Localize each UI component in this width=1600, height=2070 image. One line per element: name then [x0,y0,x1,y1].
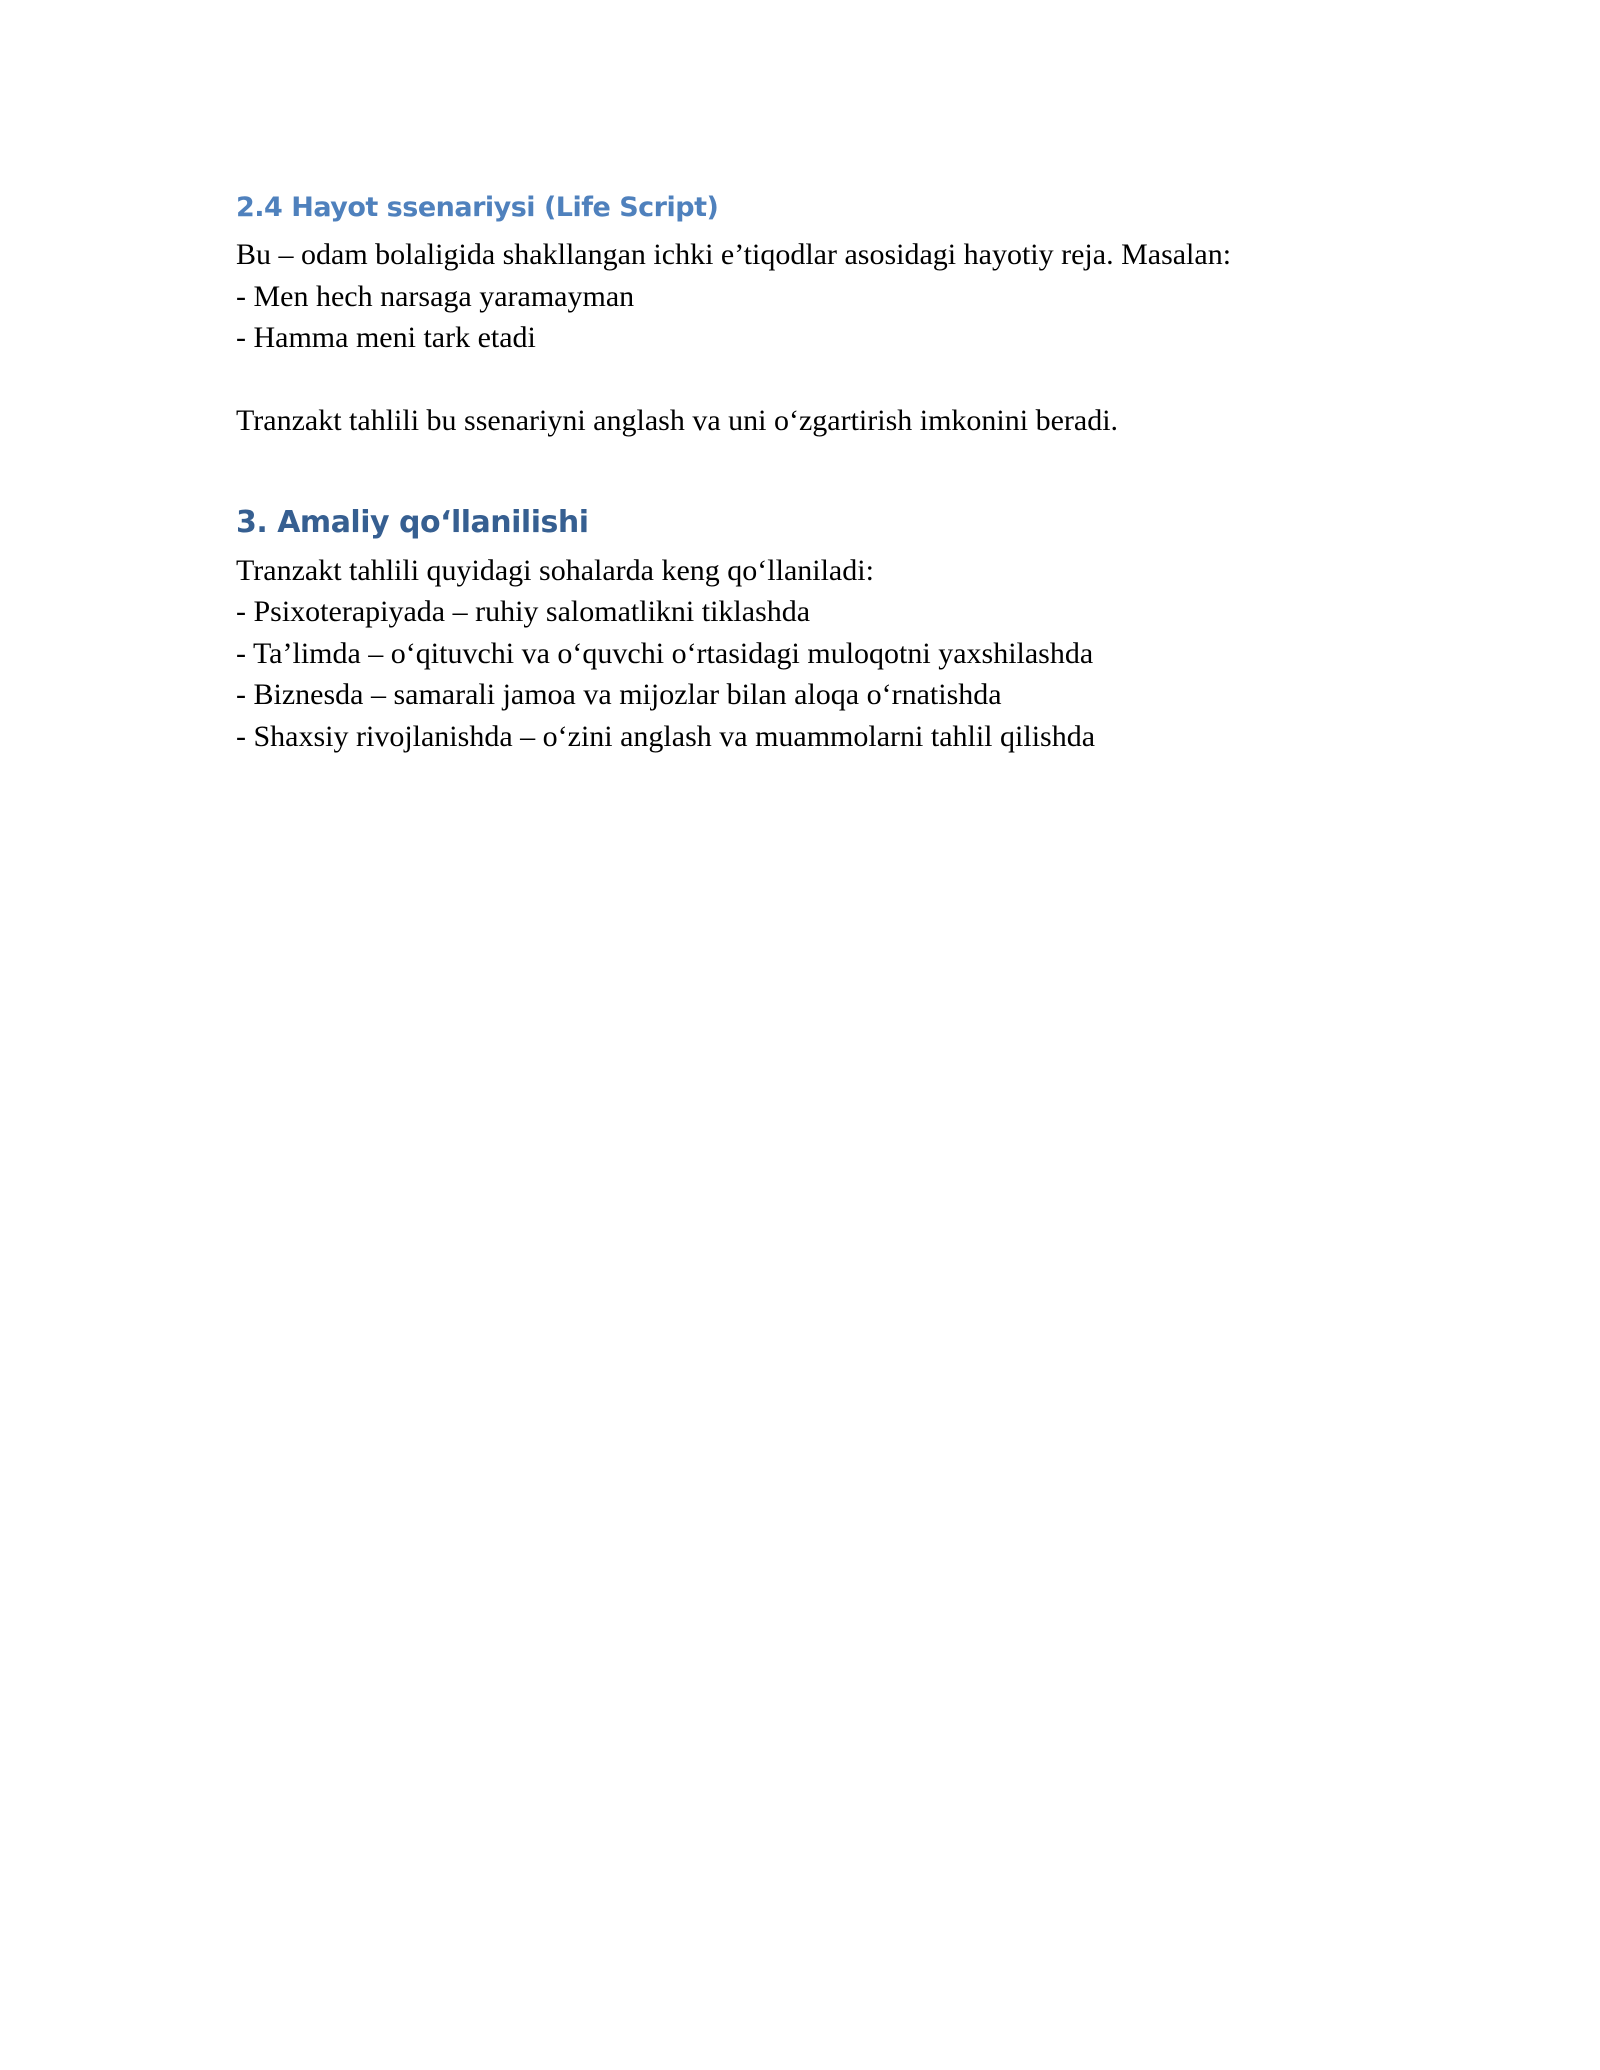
section-2-4-item: - Hamma meni tark etadi [236,321,536,354]
section-3-item: - Ta’limda – o‘qituvchi va o‘quvchi o‘rtasidagi muloqotni yaxshilashda [236,636,1094,670]
section-2-4-conclusion: Tranzakt tahlili bu ssenariyni anglash va uni o‘zgartirish imkonini beradi. [236,404,1119,437]
section-3-heading: 3. Amaliy qo‘llanilishi [236,504,589,540]
section-2-4-item: - Men hech narsaga yaramayman [236,279,635,313]
section-3-item: - Shaxsiy rivojlanishda – o‘zini anglash va muammolarni tahlil qilishda [236,719,1096,753]
blank-line [236,359,1366,401]
section-3-item: - Psixoterapiyada – ruhiy salomatlikni tiklashda [236,595,811,628]
section-3-item: - Biznesda – samarali jamoa va mijozlar bilan aloqa o‘rnatishda [236,678,1002,711]
section-2-4-heading: 2.4 Hayot ssenariysi (Life Script) [236,192,719,223]
section-3-intro: Tranzakt tahlili quyidagi sohalarda keng qo‘llaniladi: [236,553,874,587]
section-2-4-intro: Bu – odam bolaligida shakllangan ichki e’tiqodlar asosidagi hayotiy reja. Masalan: [236,238,1232,271]
page-content [236,188,1366,757]
